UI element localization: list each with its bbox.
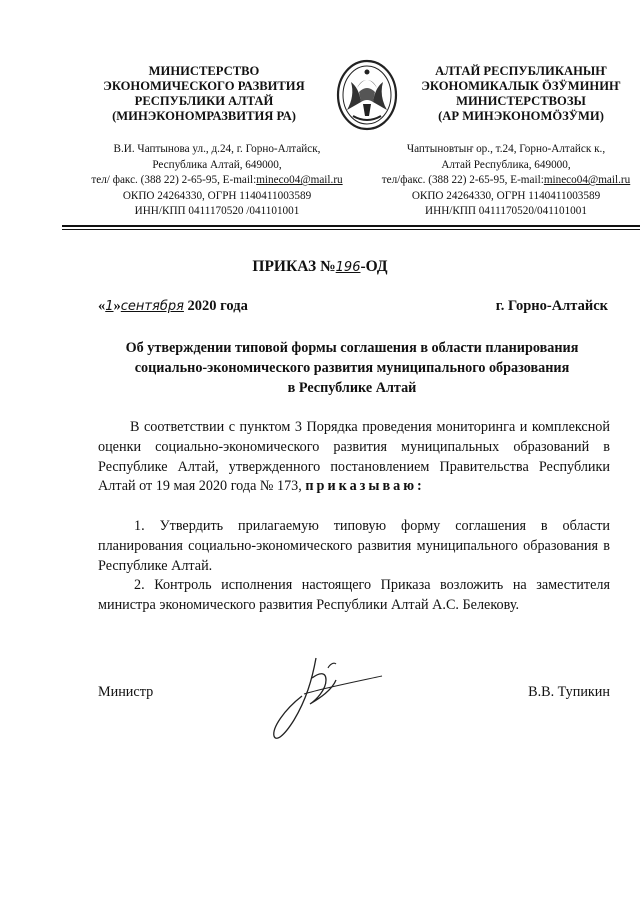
order-number: 196: [335, 260, 361, 275]
address-line: ОКПО 24264330, ОГРН 1140411003589: [122, 189, 312, 202]
ministry-line: (МИНЭКОНОМРАЗВИТИЯ РА): [112, 109, 296, 123]
order-year: 2020 года: [187, 298, 248, 314]
address-line: Республика Алтай, 649000,: [152, 158, 282, 171]
order-title: [0, 258, 640, 276]
phone-text: тел/факс. (388 22) 2-65-95, E-mail:: [381, 174, 544, 187]
ministry-line: АЛТАЙ РЕСПУБЛИКАНЫҤ: [435, 64, 607, 78]
address-line: Алтай Республика, 649000,: [441, 158, 571, 171]
preamble-text: В соответствии с пунктом 3 Порядка проведения мониторинга и комплексной оценки социально-экономического развития муниципальных образований в Республике Алтай, утвержденного постановлением Правительства Республики Алтай от 19 мая 2020 года № 173,: [98, 419, 610, 495]
address-line: ИНН/КПП 0411170520/041101001: [425, 205, 587, 218]
date-close-quote: »: [113, 298, 121, 314]
ministry-line: МИНИСТЕРСТВО: [148, 64, 260, 78]
order-day: 1: [105, 299, 114, 314]
subject-line: Об утверждении типовой формы соглашения в области планирования: [125, 340, 579, 356]
subject-line: социально-экономического развития муниципального образования: [134, 360, 570, 376]
ministry-name-altai: [406, 64, 636, 124]
ministry-name-russian: [90, 64, 318, 124]
header-divider-thin: [62, 229, 640, 230]
address-line: В.И. Чаптынова ул., д.24, г. Горно-Алтайск,: [113, 143, 321, 155]
phone-text: тел/ факс. (388 22) 2-65-95, E-mail:: [91, 174, 257, 187]
ministry-line: ЭКОНОМИЧЕСКОГО РАЗВИТИЯ: [103, 79, 305, 93]
email-link[interactable]: mineco04@mail.ru: [256, 174, 343, 187]
preamble-paragraph: [98, 418, 610, 497]
address-block-altai: [372, 142, 640, 220]
handwritten-signature: [254, 650, 384, 750]
address-line: [372, 173, 640, 189]
ministry-line: РЕСПУБЛИКИ АЛТАЙ: [134, 94, 274, 108]
republic-emblem-icon: [335, 58, 399, 132]
order-subject: [92, 338, 612, 398]
order-city: г. Горно-Алтайск: [495, 298, 608, 314]
order-keyword: приказываю:: [305, 478, 425, 495]
signatory-role: Министр: [98, 684, 154, 700]
address-line: ОКПО 24264330, ОГРН 1140411003589: [411, 189, 601, 202]
address-block-russian: [76, 142, 358, 220]
date-city-row: [98, 298, 608, 315]
order-item-2: 2. Контроль исполнения настоящего Приказа возложить на заместителя министра экономического развития Республики Алтай А.С. Белекову.: [98, 577, 610, 613]
date-open-quote: «: [98, 298, 106, 314]
signatory-name: В.В. Тупикин: [528, 684, 610, 700]
ministry-line: ЭКОНОМИКАЛЫК ӦЗӰМИНИҤ: [421, 79, 621, 93]
order-suffix: -ОД: [360, 258, 388, 275]
subject-line: в Республике Алтай: [287, 380, 417, 396]
ministry-line: МИНИСТЕРСТВОЗЫ: [456, 94, 586, 108]
order-month: сентября: [120, 299, 184, 314]
order-date: [98, 298, 248, 314]
order-prefix: ПРИКАЗ №: [252, 258, 336, 275]
header-divider-thick: [62, 225, 640, 227]
email-link[interactable]: mineco04@mail.ru: [543, 174, 631, 187]
ministry-line: (АР МИНЭКОНОМӦЗӰМИ): [438, 109, 604, 123]
address-line: [76, 173, 358, 189]
order-item-1: 1. Утвердить прилагаемую типовую форму соглашения в области планирования социально-экономического развития муниципального образования в Республике Алтай.: [98, 518, 610, 574]
address-line: ИНН/КПП 0411170520 /041101001: [134, 205, 300, 218]
address-line: Чаптыновтыҥ ор., т.24, Горно-Алтайск к.,: [406, 143, 606, 155]
